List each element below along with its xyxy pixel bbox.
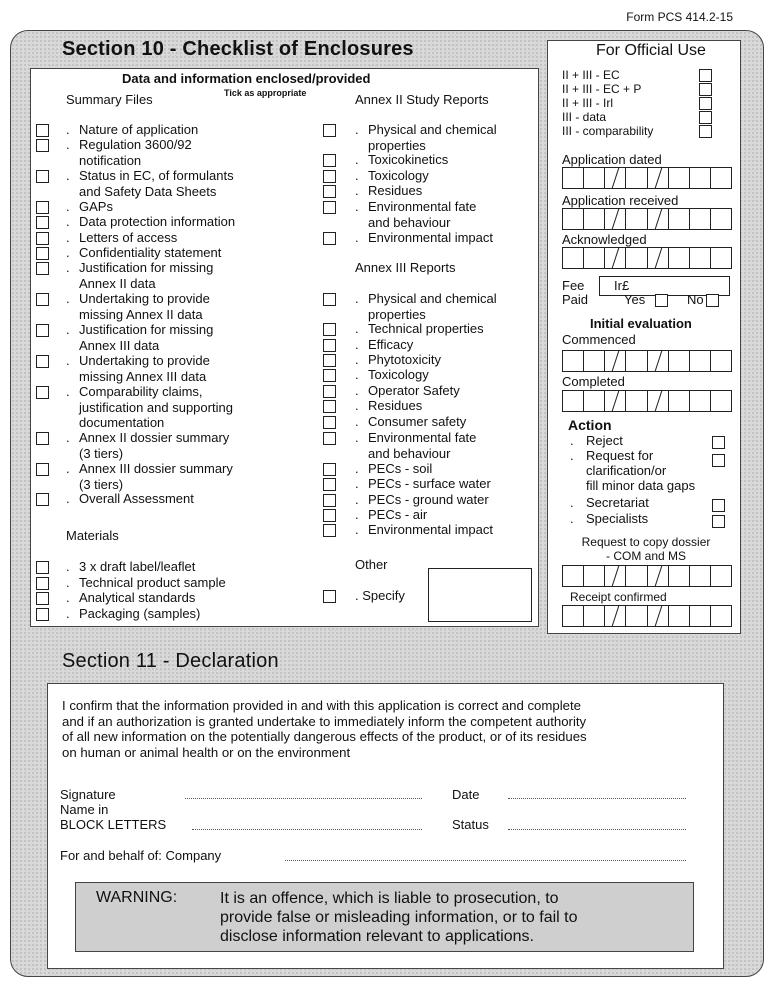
annex2-report-label: Toxicokinetics <box>368 152 449 167</box>
request-copy-field[interactable] <box>562 565 732 587</box>
declaration-line: I confirm that the information provided in and with this application is correct and complete <box>62 698 581 713</box>
initial-evaluation-heading: Initial evaluation <box>590 316 692 331</box>
specify-bullet: . <box>355 588 363 603</box>
annex3-report-checkbox[interactable] <box>323 400 336 413</box>
summary-file-label: (3 tiers) <box>79 476 124 492</box>
action-label: Request for <box>586 448 654 463</box>
company-label: For and behalf of: Company <box>60 848 222 863</box>
form-number: Form PCS 414.2-15 <box>626 10 733 24</box>
annex3-report-label: Environmental fate <box>368 430 477 445</box>
section-11-title: Section 11 - Declaration <box>62 650 279 672</box>
annex3-report-checkbox[interactable] <box>323 293 336 306</box>
signature-field[interactable] <box>185 798 422 799</box>
summary-file-label: Data protection information <box>79 214 236 229</box>
bullet: . <box>355 507 359 522</box>
bullet: . <box>355 152 359 167</box>
summary-file-label: missing Annex III data <box>79 368 207 384</box>
annex3-report-label: Environmental impact <box>368 522 493 537</box>
warning-line: provide false or misleading information, or to fail to <box>220 909 578 926</box>
annex3-report-label: Residues <box>368 398 423 413</box>
official-option-checkbox[interactable] <box>699 69 712 82</box>
summary-file-label: Undertaking to provide <box>79 291 210 306</box>
fee-label: Fee <box>562 278 585 293</box>
date-field[interactable] <box>508 798 686 799</box>
material-label: Analytical standards <box>79 590 196 605</box>
bullet: . <box>355 398 359 413</box>
paid-no-checkbox[interactable] <box>706 294 719 307</box>
bullet: . <box>66 606 70 621</box>
official-option-checkbox[interactable] <box>699 125 712 138</box>
official-option-label: II + III - Irl <box>562 96 614 110</box>
specify-text: Specify <box>362 588 405 603</box>
summary-file-checkbox[interactable] <box>36 293 49 306</box>
bullet: . <box>66 137 70 152</box>
summary-file-label: Comparability claims, <box>79 384 203 399</box>
annex3-report-label: Physical and chemical <box>368 291 497 306</box>
action-checkbox[interactable] <box>712 515 725 528</box>
summary-file-checkbox[interactable] <box>36 386 49 399</box>
bullet: . <box>355 337 359 352</box>
bullet: . <box>66 168 70 183</box>
summary-file-label: Annex III data <box>79 337 160 353</box>
declaration-line: and if an authorization is granted undertake to immediately inform the competent authority <box>62 713 587 729</box>
specify-label <box>355 588 405 603</box>
summary-file-label: Undertaking to provide <box>79 353 210 368</box>
action-label: fill minor data gaps <box>586 478 696 493</box>
annex3-report-checkbox[interactable] <box>323 354 336 367</box>
action-checkbox[interactable] <box>712 499 725 512</box>
bullet: . <box>66 430 70 445</box>
summary-file-label: Nature of application <box>79 122 199 137</box>
summary-file-checkbox[interactable] <box>36 124 49 137</box>
enclosures-subtitle: Data and information enclosed/provided <box>122 71 371 86</box>
commenced-field[interactable] <box>562 350 732 372</box>
bullet: . <box>355 367 359 382</box>
summary-file-label: Justification for missing <box>79 322 214 337</box>
summary-file-label: Confidentiality statement <box>79 245 222 260</box>
bullet: . <box>66 461 70 476</box>
paid-label: Paid <box>562 292 589 307</box>
bullet: . <box>66 559 70 574</box>
bullet: . <box>355 522 359 537</box>
summary-file-checkbox[interactable] <box>36 247 49 260</box>
summary-file-label: Justification for missing <box>79 260 214 275</box>
company-field[interactable] <box>285 860 686 861</box>
bullet: . <box>355 414 359 429</box>
annex3-report-checkbox[interactable] <box>323 494 336 507</box>
bullet: . <box>355 321 359 336</box>
signature-label: Signature <box>60 787 116 802</box>
annex3-report-label: Operator Safety <box>368 383 460 398</box>
annex3-report-checkbox[interactable] <box>323 478 336 491</box>
annex2-report-checkbox[interactable] <box>323 201 336 214</box>
summary-file-label: and Safety Data Sheets <box>79 183 217 199</box>
application-dated-field[interactable] <box>562 167 732 189</box>
annex2-report-label: Environmental impact <box>368 230 493 245</box>
name-label: Name in <box>60 802 109 817</box>
annex3-report-label: PECs - air <box>368 507 428 522</box>
summary-file-label: Letters of access <box>79 230 178 245</box>
annex3-report-label: Efficacy <box>368 337 414 352</box>
annex3-report-label: and behaviour <box>368 445 451 461</box>
application-received-label: Application received <box>562 193 679 208</box>
annex3-report-label: Toxicology <box>368 367 429 382</box>
annex3-report-checkbox[interactable] <box>323 323 336 336</box>
bullet: . <box>66 122 70 137</box>
bullet: . <box>570 448 574 463</box>
summary-file-label: Regulation 3600/92 <box>79 137 192 152</box>
fee-field[interactable] <box>599 276 730 296</box>
completed-label: Completed <box>562 374 625 389</box>
specify-checkbox[interactable] <box>323 590 336 603</box>
annex2-report-label: Toxicology <box>368 168 429 183</box>
acknowledged-field[interactable] <box>562 247 732 269</box>
action-label: clarification/or <box>586 463 667 478</box>
action-label: Secretariat <box>586 495 649 510</box>
summary-file-checkbox[interactable] <box>36 262 49 275</box>
bullet: . <box>66 575 70 590</box>
action-checkbox[interactable] <box>712 454 725 467</box>
summary-file-checkbox[interactable] <box>36 139 49 152</box>
action-label: Reject <box>586 433 623 448</box>
official-option-checkbox[interactable] <box>699 83 712 96</box>
annex2-heading: Annex II Study Reports <box>355 92 489 107</box>
request-copy-line: - COM and MS <box>605 549 686 563</box>
annex3-report-checkbox[interactable] <box>323 339 336 352</box>
bullet: . <box>355 352 359 367</box>
annex3-report-label: properties <box>368 306 426 322</box>
annex2-report-label: Environmental fate <box>368 199 477 214</box>
annex3-report-checkbox[interactable] <box>323 463 336 476</box>
block-letters-label: BLOCK LETTERS <box>60 817 167 832</box>
annex2-report-label: Physical and chemical <box>368 122 497 137</box>
annex3-report-label: Consumer safety <box>368 414 467 429</box>
summary-file-checkbox[interactable] <box>36 232 49 245</box>
section-10-title: Section 10 - Checklist of Enclosures <box>62 38 414 60</box>
application-received-field[interactable] <box>562 208 732 230</box>
tick-note: Tick as appropriate <box>224 88 307 98</box>
summary-file-label: Status in EC, of formulants <box>79 168 234 183</box>
annex3-report-label: PECs - soil <box>368 461 433 476</box>
material-checkbox[interactable] <box>36 577 49 590</box>
annex3-report-checkbox[interactable] <box>323 416 336 429</box>
bullet: . <box>355 383 359 398</box>
official-option-label: II + III - EC <box>562 68 620 82</box>
annex3-report-checkbox[interactable] <box>323 432 336 445</box>
paid-yes-label: Yes <box>624 292 646 307</box>
summary-file-checkbox[interactable] <box>36 201 49 214</box>
summary-file-label: Overall Assessment <box>79 491 194 506</box>
summary-file-label: Annex II dossier summary <box>79 430 230 445</box>
fee-currency: Ir£ <box>614 278 630 293</box>
material-label: Technical product sample <box>79 575 226 590</box>
bullet: . <box>66 353 70 368</box>
paid-no-label: No <box>687 292 704 307</box>
other-heading: Other <box>355 557 388 572</box>
request-copy-line: Request to copy dossier <box>581 535 711 549</box>
annex3-report-label: Technical properties <box>368 321 484 336</box>
bullet: . <box>66 230 70 245</box>
official-option-label: II + III - EC + P <box>562 82 642 96</box>
annex3-report-checkbox[interactable] <box>323 524 336 537</box>
annex3-report-label: Phytotoxicity <box>368 352 441 367</box>
annex2-report-checkbox[interactable] <box>323 124 336 137</box>
annex3-heading: Annex III Reports <box>355 260 456 275</box>
name-field[interactable] <box>192 829 422 830</box>
summary-file-checkbox[interactable] <box>36 324 49 337</box>
summary-file-checkbox[interactable] <box>36 170 49 183</box>
summary-file-checkbox[interactable] <box>36 463 49 476</box>
annex2-report-checkbox[interactable] <box>323 185 336 198</box>
bullet: . <box>355 168 359 183</box>
summary-file-checkbox[interactable] <box>36 216 49 229</box>
annex3-report-checkbox[interactable] <box>323 369 336 382</box>
annex3-report-label: PECs - ground water <box>368 492 489 507</box>
bullet: . <box>570 495 574 510</box>
summary-file-label: GAPs <box>79 199 113 214</box>
warning-line: disclose information relevant to applications. <box>220 928 534 945</box>
request-copy-label <box>562 535 730 563</box>
summary-file-label: (3 tiers) <box>79 445 124 461</box>
summary-file-label: Annex II data <box>79 275 156 291</box>
bullet: . <box>355 291 359 306</box>
warning-text <box>220 889 578 946</box>
official-option-checkbox[interactable] <box>699 97 712 110</box>
bullet: . <box>570 433 574 448</box>
receipt-confirmed-field[interactable] <box>562 605 732 627</box>
annex3-report-checkbox[interactable] <box>323 385 336 398</box>
date-label: Date <box>452 787 480 802</box>
annex3-report-checkbox[interactable] <box>323 509 336 522</box>
bullet: . <box>355 230 359 245</box>
declaration-line: on human or animal health or on the environment <box>62 744 351 760</box>
bullet: . <box>66 491 70 506</box>
paid-yes-checkbox[interactable] <box>655 294 668 307</box>
status-label: Status <box>452 817 489 832</box>
summary-file-label: notification <box>79 152 142 168</box>
receipt-confirmed-label: Receipt confirmed <box>570 590 667 604</box>
bullet: . <box>66 291 70 306</box>
bullet: . <box>66 590 70 605</box>
material-checkbox[interactable] <box>36 561 49 574</box>
bullet: . <box>66 260 70 275</box>
summary-file-checkbox[interactable] <box>36 493 49 506</box>
official-option-label: III - comparability <box>562 124 654 138</box>
action-checkbox[interactable] <box>712 436 725 449</box>
material-label: 3 x draft label/leaflet <box>79 559 196 574</box>
annex3-report-label: PECs - surface water <box>368 476 491 491</box>
declaration-text <box>62 698 587 760</box>
summary-file-label: missing Annex II data <box>79 306 203 322</box>
bullet: . <box>66 322 70 337</box>
annex2-report-checkbox[interactable] <box>323 154 336 167</box>
warning-label: WARNING: <box>96 889 178 906</box>
material-checkbox[interactable] <box>36 592 49 605</box>
summary-file-label: documentation <box>79 415 165 430</box>
commenced-label: Commenced <box>562 332 636 347</box>
official-option-checkbox[interactable] <box>699 111 712 124</box>
summary-file-label: Annex III dossier summary <box>79 461 233 476</box>
status-field[interactable] <box>508 829 686 830</box>
official-option-label: III - data <box>562 110 607 124</box>
materials-heading: Materials <box>66 528 119 543</box>
material-checkbox[interactable] <box>36 608 49 621</box>
action-label: Specialists <box>586 511 649 526</box>
acknowledged-label: Acknowledged <box>562 232 647 247</box>
annex2-report-label: properties <box>368 137 426 153</box>
bullet: . <box>66 245 70 260</box>
summary-file-checkbox[interactable] <box>36 432 49 445</box>
bullet: . <box>355 461 359 476</box>
summary-files-heading: Summary Files <box>66 92 153 107</box>
bullet: . <box>66 384 70 399</box>
application-dated-label: Application dated <box>562 152 662 167</box>
bullet: . <box>66 199 70 214</box>
warning-line: It is an offence, which is liable to prosecution, to <box>220 890 559 907</box>
bullet: . <box>355 199 359 214</box>
action-heading: Action <box>568 417 612 433</box>
declaration-line: of all new information on the potentially dangerous effects of the product, or of its residues <box>62 729 587 744</box>
specify-input[interactable] <box>428 568 532 622</box>
bullet: . <box>355 492 359 507</box>
material-label: Packaging (samples) <box>79 606 201 621</box>
summary-file-checkbox[interactable] <box>36 355 49 368</box>
annex2-report-label: and behaviour <box>368 214 451 230</box>
bullet: . <box>66 214 70 229</box>
official-use-title: For Official Use <box>596 42 706 59</box>
bullet: . <box>570 511 574 526</box>
bullet: . <box>355 476 359 491</box>
annex2-report-checkbox[interactable] <box>323 170 336 183</box>
annex2-report-checkbox[interactable] <box>323 232 336 245</box>
bullet: . <box>355 183 359 198</box>
completed-field[interactable] <box>562 390 732 412</box>
bullet: . <box>355 122 359 137</box>
bullet: . <box>355 430 359 445</box>
summary-file-label: justification and supporting <box>79 399 233 415</box>
annex2-report-label: Residues <box>368 183 423 198</box>
